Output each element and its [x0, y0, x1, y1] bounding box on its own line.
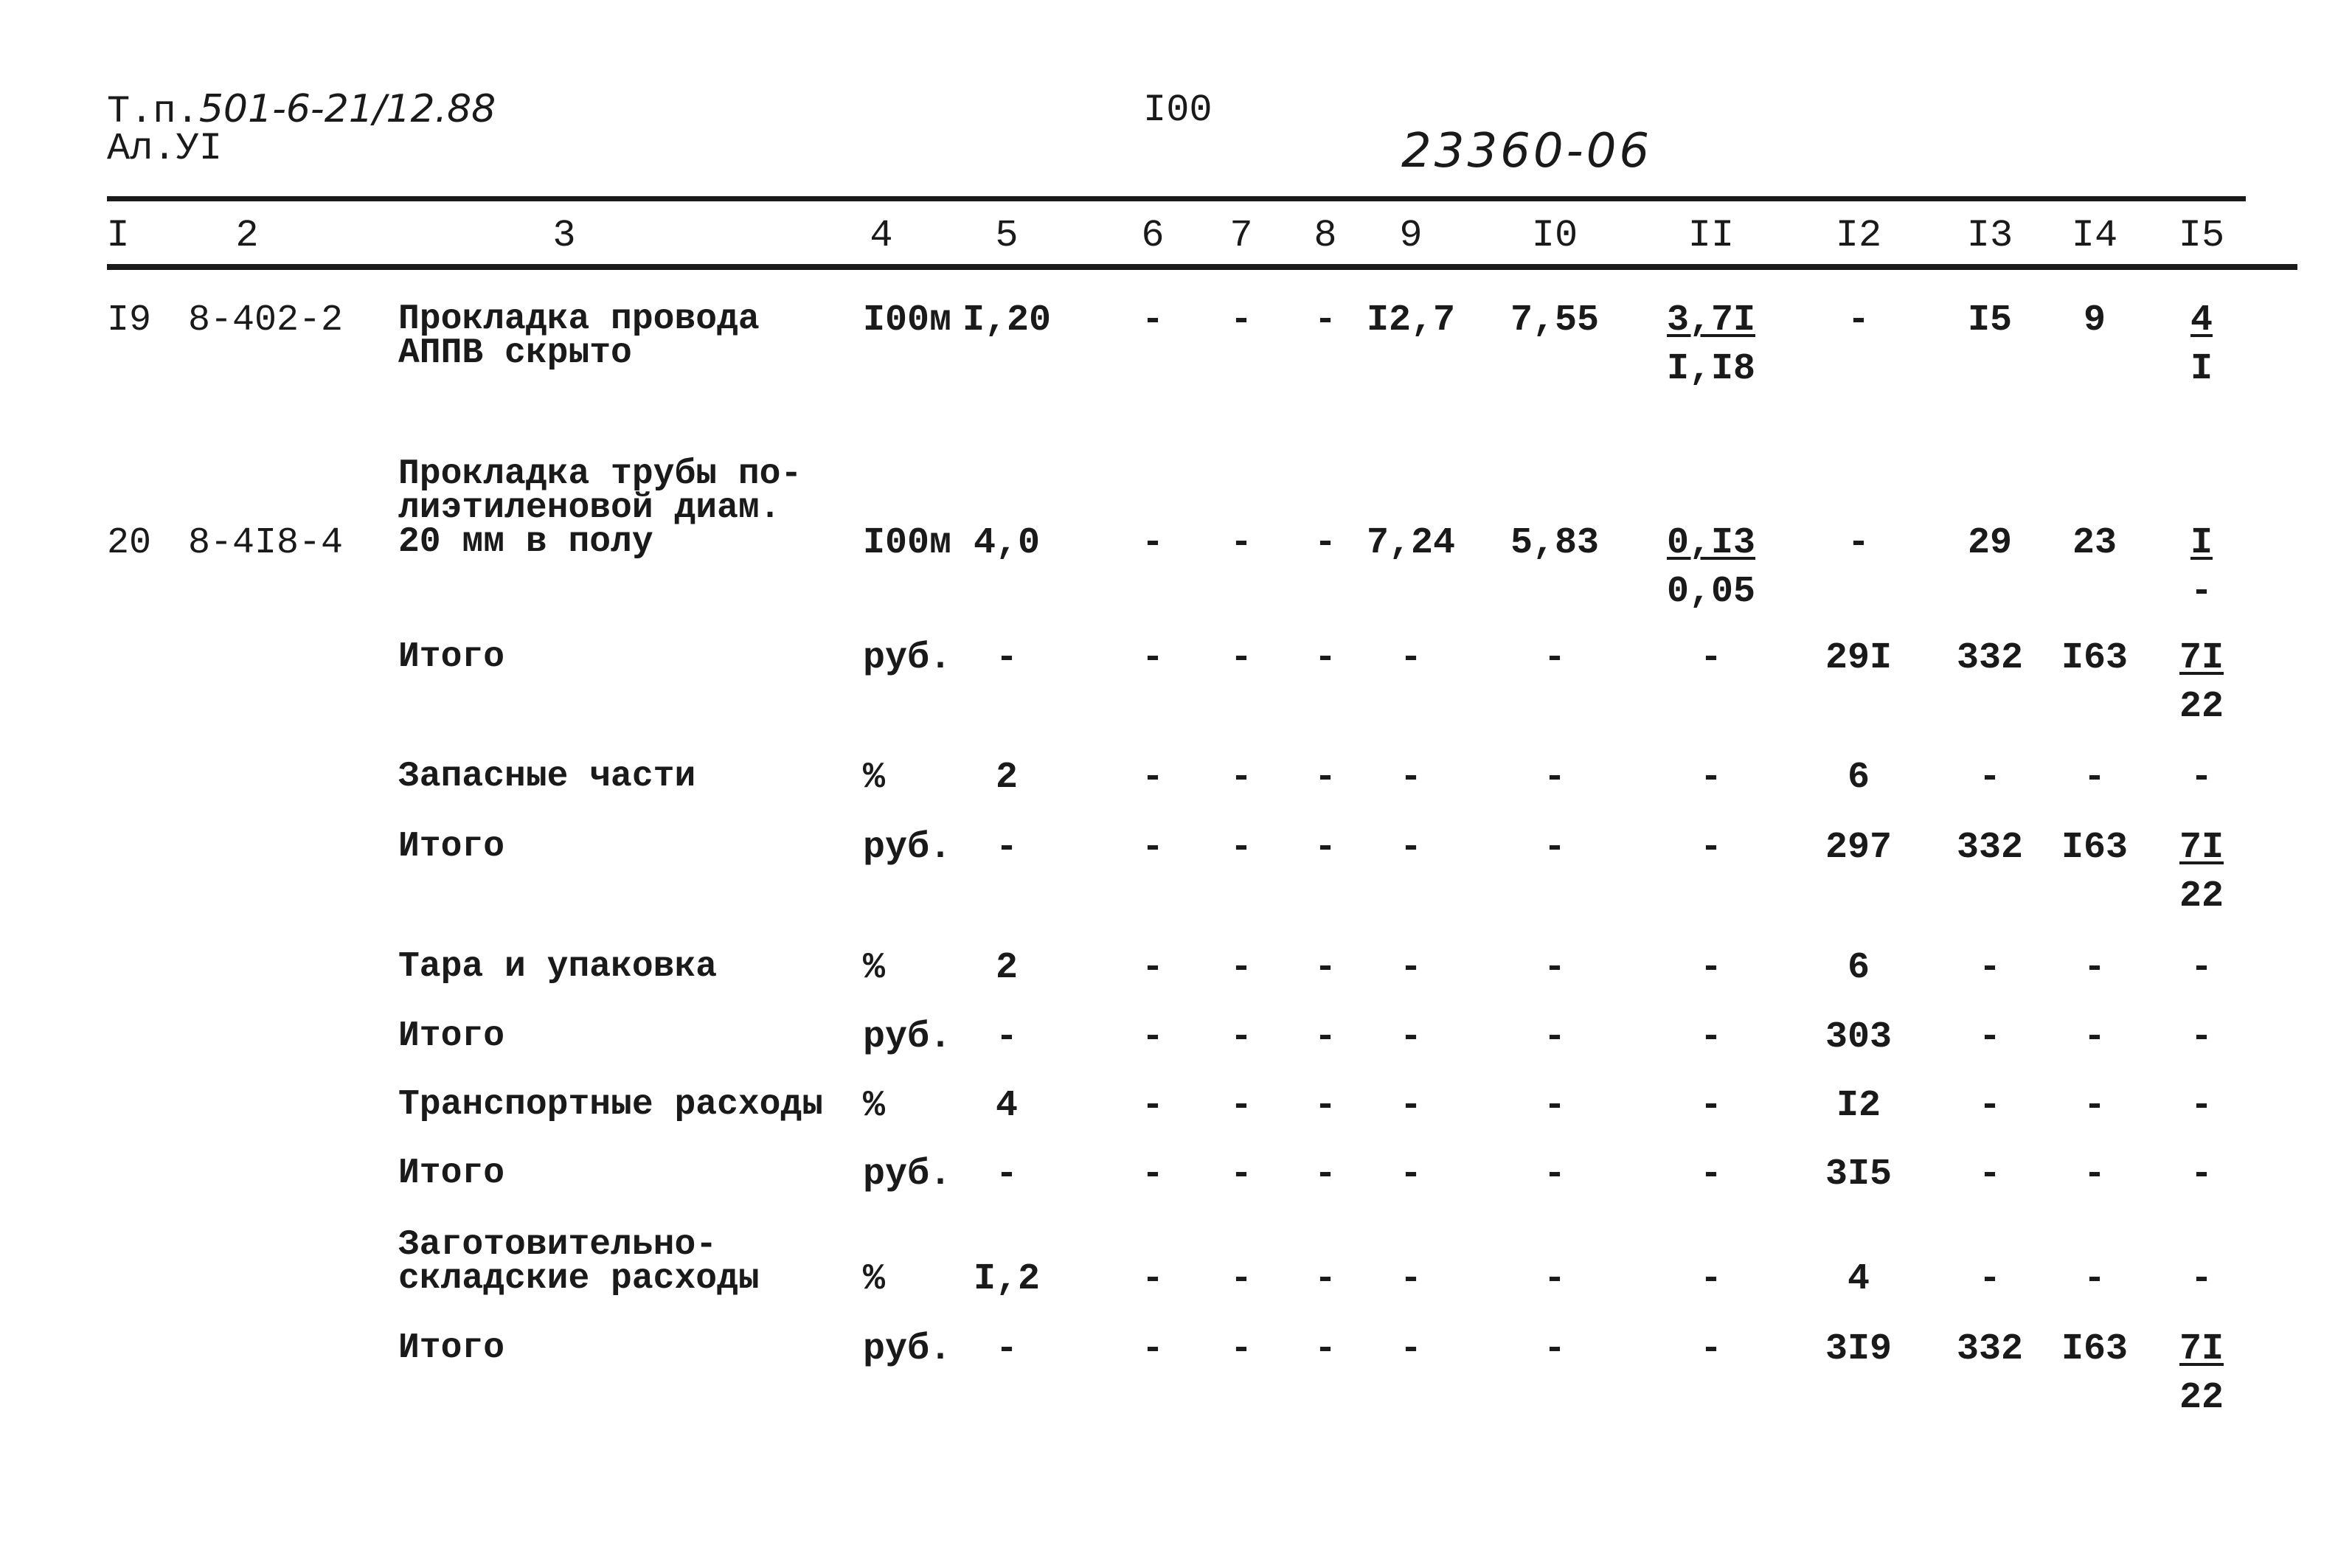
cell-col-7: - [1229, 827, 1253, 869]
page-number: I00 [1143, 89, 1213, 132]
cell-col-9: 7,24 [1366, 522, 1456, 564]
cell-col-6: - [1141, 757, 1165, 799]
cell-col-5: - [995, 1328, 1019, 1370]
cell-col-7: - [1229, 1016, 1253, 1058]
project-code: 501-6-21/12.88 [198, 87, 496, 131]
cell-col-5: 4,0 [973, 522, 1041, 564]
cell-col-8: - [1314, 299, 1337, 341]
cell-col-15: 7I [2179, 1328, 2224, 1370]
header-rule [107, 264, 2297, 270]
cell-col-13: 29 [1967, 522, 2013, 564]
top-rule [107, 196, 2246, 201]
cell-col-12: 6 [1847, 947, 1870, 989]
cell-unit: % [863, 1085, 886, 1127]
cell-description: Запасные части [398, 757, 696, 797]
cell-col-7: - [1229, 947, 1253, 989]
column-header-3: 3 [552, 214, 576, 257]
cell-col-9: - [1399, 1085, 1423, 1127]
cell-col-15: - [2190, 947, 2213, 989]
cell-col-13: - [1978, 1016, 2002, 1058]
cell-description: Итого [398, 1328, 505, 1368]
cell-col-6: - [1141, 1016, 1165, 1058]
cell-col-14: - [2083, 1258, 2106, 1300]
cell-col-11: - [1699, 827, 1723, 869]
cell-col-12: 4 [1847, 1258, 1870, 1300]
cell-unit: % [863, 757, 886, 799]
cell-col-12: 303 [1825, 1016, 1893, 1058]
column-header-11: II [1687, 214, 1735, 257]
cell-col-8: - [1314, 1085, 1337, 1127]
cell-col-6: - [1141, 522, 1165, 564]
cell-col-7: - [1229, 757, 1253, 799]
cell-col-6: - [1141, 637, 1165, 679]
cell-col-14: - [2083, 1085, 2106, 1127]
cell-col-9: - [1399, 947, 1423, 989]
cell-col-11: - [1699, 1328, 1723, 1370]
cell-col-5: I,2 [973, 1258, 1041, 1300]
cell-row-number: I9 [107, 299, 152, 341]
cell-col-5: - [995, 1016, 1019, 1058]
cell-description: Прокладка трубы по- лиэтиленовой диам. 20 мм в полу [398, 454, 802, 562]
cell-col-10: 5,83 [1510, 522, 1600, 564]
cell-unit: руб. [863, 1016, 952, 1058]
cell-col-11: - [1699, 1085, 1723, 1127]
cell-col-14: - [2083, 757, 2106, 799]
sheet-label: Ал.УI [107, 127, 223, 170]
cell-col-11: - [1699, 1016, 1723, 1058]
cell-col-8: - [1314, 1016, 1337, 1058]
cell-col-15: - [2190, 1258, 2213, 1300]
cell-col-11-lower: 0,05 [1666, 571, 1756, 613]
cell-col-7: - [1229, 1154, 1253, 1196]
cell-col-7: - [1229, 1328, 1253, 1370]
cell-col-7: - [1229, 637, 1253, 679]
cell-col-9: I2,7 [1366, 299, 1456, 341]
cell-col-15: - [2190, 1016, 2213, 1058]
cell-col-14: I63 [2061, 1328, 2129, 1370]
cell-row-number: 20 [107, 522, 152, 564]
cell-col-8: - [1314, 827, 1337, 869]
cell-col-15: 7I [2179, 827, 2224, 869]
cell-col-6: - [1141, 1085, 1165, 1127]
cell-col-8: - [1314, 947, 1337, 989]
cell-col-7: - [1229, 1258, 1253, 1300]
cell-col-15-lower: 22 [2179, 1377, 2224, 1419]
cell-col-5: - [995, 1154, 1019, 1196]
cell-col-10: - [1543, 1016, 1567, 1058]
cell-col-15: 4 [2190, 299, 2213, 341]
cell-col-9: - [1399, 1154, 1423, 1196]
cell-col-13: - [1978, 1085, 2002, 1127]
cell-col-12: 29I [1825, 637, 1893, 679]
cell-col-14: - [2083, 1016, 2106, 1058]
cell-col-15-lower: 22 [2179, 875, 2224, 917]
cell-col-12: 3I9 [1825, 1328, 1893, 1370]
cell-col-5: - [995, 637, 1019, 679]
cell-col-5: - [995, 827, 1019, 869]
cell-description: Транспортные расходы [398, 1085, 824, 1125]
cell-col-6: - [1141, 1154, 1165, 1196]
cell-col-11: - [1699, 637, 1723, 679]
cell-col-9: - [1399, 827, 1423, 869]
cell-col-14: 23 [2072, 522, 2117, 564]
cell-col-9: - [1399, 637, 1423, 679]
cell-unit: руб. [863, 1328, 952, 1370]
column-header-6: 6 [1141, 214, 1165, 257]
cell-col-9: - [1399, 757, 1423, 799]
cell-col-14: I63 [2061, 827, 2129, 869]
cell-col-10: - [1543, 1154, 1567, 1196]
cell-description: Итого [398, 827, 505, 867]
column-header-14: I4 [2071, 214, 2118, 257]
cell-col-10: - [1543, 1085, 1567, 1127]
cell-col-13: 332 [1956, 1328, 2024, 1370]
cell-col-13: - [1978, 1154, 2002, 1196]
cell-col-13: - [1978, 757, 2002, 799]
cell-col-9: - [1399, 1328, 1423, 1370]
column-header-5: 5 [995, 214, 1019, 257]
cell-col-8: - [1314, 757, 1337, 799]
cell-col-8: - [1314, 1154, 1337, 1196]
cell-col-15: - [2190, 1085, 2213, 1127]
cell-code: 8-4I8-4 [188, 522, 344, 564]
cell-col-13: - [1978, 947, 2002, 989]
cell-col-12: - [1847, 522, 1870, 564]
cell-col-13: - [1978, 1258, 2002, 1300]
column-header-10: I0 [1531, 214, 1578, 257]
cell-col-14: 9 [2083, 299, 2106, 341]
cell-description: Итого [398, 1154, 505, 1193]
cell-unit: % [863, 947, 886, 989]
cell-col-10: - [1543, 757, 1567, 799]
cell-unit: I00м [863, 522, 952, 564]
cell-col-13: 332 [1956, 637, 2024, 679]
cell-col-8: - [1314, 1258, 1337, 1300]
column-header-13: I3 [1966, 214, 2013, 257]
cell-col-10: 7,55 [1510, 299, 1600, 341]
cell-unit: I00м [863, 299, 952, 341]
cell-col-6: - [1141, 947, 1165, 989]
cell-col-8: - [1314, 1328, 1337, 1370]
cell-col-11-lower: I,I8 [1666, 348, 1756, 390]
cell-col-5: 2 [995, 947, 1019, 989]
column-header-12: I2 [1835, 214, 1882, 257]
cell-col-15-lower: - [2190, 571, 2213, 613]
column-header-1: I [106, 214, 130, 257]
cell-col-6: - [1141, 1328, 1165, 1370]
cell-col-11: 3,7I [1666, 299, 1756, 341]
cell-col-7: - [1229, 299, 1253, 341]
cell-col-14: - [2083, 1154, 2106, 1196]
cell-col-10: - [1543, 947, 1567, 989]
cell-col-15-lower: 22 [2179, 686, 2224, 728]
cell-col-10: - [1543, 827, 1567, 869]
cell-col-6: - [1141, 1258, 1165, 1300]
cell-col-15-lower: I [2190, 348, 2213, 390]
cell-col-10: - [1543, 1258, 1567, 1300]
column-header-8: 8 [1314, 214, 1337, 257]
cell-col-14: - [2083, 947, 2106, 989]
cell-col-12: - [1847, 299, 1870, 341]
cell-col-8: - [1314, 637, 1337, 679]
cell-col-6: - [1141, 827, 1165, 869]
column-header-2: 2 [235, 214, 259, 257]
cell-col-15: I [2190, 522, 2213, 564]
cell-col-11: - [1699, 947, 1723, 989]
cell-col-5: 4 [995, 1085, 1019, 1127]
cell-unit: руб. [863, 827, 952, 869]
cell-col-5: 2 [995, 757, 1019, 799]
cell-col-11: 0,I3 [1666, 522, 1756, 564]
cell-col-12: I2 [1836, 1085, 1881, 1127]
cell-unit: % [863, 1258, 886, 1300]
cell-col-12: 3I5 [1825, 1154, 1893, 1196]
cell-col-13: I5 [1967, 299, 2013, 341]
cell-col-11: - [1699, 757, 1723, 799]
cell-description: Заготовительно- складские расходы [398, 1225, 760, 1299]
cell-col-10: - [1543, 1328, 1567, 1370]
cell-col-12: 6 [1847, 757, 1870, 799]
cell-col-9: - [1399, 1016, 1423, 1058]
cell-description: Прокладка провода АППВ скрыто [398, 299, 760, 373]
cell-description: Тара и упаковка [398, 947, 718, 987]
cell-unit: руб. [863, 637, 952, 679]
cell-description: Итого [398, 637, 505, 677]
column-header-15: I5 [2178, 214, 2225, 257]
cell-description: Итого [398, 1016, 505, 1056]
cell-col-8: - [1314, 522, 1337, 564]
column-header-9: 9 [1399, 214, 1423, 257]
cell-col-10: - [1543, 637, 1567, 679]
column-header-7: 7 [1229, 214, 1253, 257]
cell-col-15: - [2190, 1154, 2213, 1196]
column-header-4: 4 [870, 214, 893, 257]
cell-col-12: 297 [1825, 827, 1893, 869]
cell-col-7: - [1229, 522, 1253, 564]
cell-col-11: - [1699, 1258, 1723, 1300]
cell-col-15: - [2190, 757, 2213, 799]
document-number: 23360-06 [1401, 124, 1653, 178]
cell-col-11: - [1699, 1154, 1723, 1196]
cell-col-9: - [1399, 1258, 1423, 1300]
cell-code: 8-402-2 [188, 299, 344, 341]
cell-col-15: 7I [2179, 637, 2224, 679]
cell-col-5: I,20 [962, 299, 1052, 341]
cell-unit: руб. [863, 1154, 952, 1196]
project-prefix: Т.п. [107, 90, 199, 133]
cell-col-14: I63 [2061, 637, 2129, 679]
cell-col-6: - [1141, 299, 1165, 341]
cell-col-13: 332 [1956, 827, 2024, 869]
cell-col-7: - [1229, 1085, 1253, 1127]
